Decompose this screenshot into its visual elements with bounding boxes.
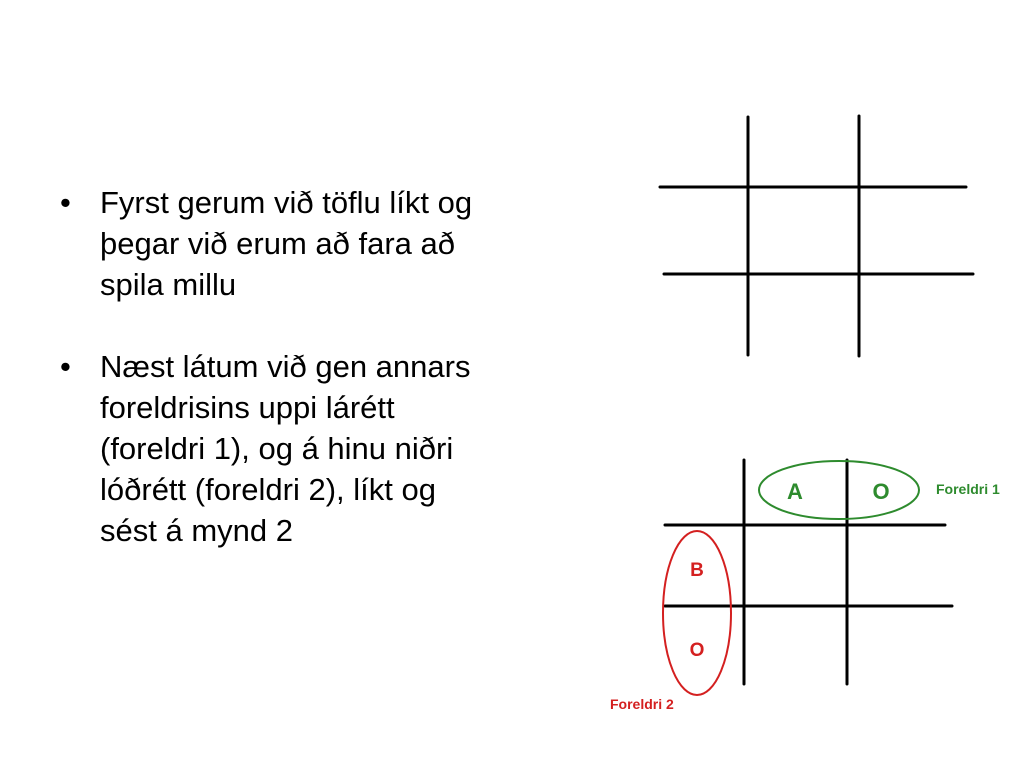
parent2-label: Foreldri 2: [610, 696, 674, 712]
empty-grid: [660, 116, 973, 356]
parent2-allele-b: B: [690, 560, 704, 581]
bullet-text: Fyrst gerum við töflu líkt og þegar við erum að fara að spila millu: [100, 185, 473, 302]
bullet-text: Næst látum við gen annars foreldrisins uppi lárétt (foreldri 1), og á hinu niðri lóðrétt (foreldri 2), líkt og sést á mynd 2: [100, 349, 471, 548]
parent1-ellipse: [759, 461, 919, 519]
bullet-marker: •: [60, 349, 71, 384]
bullet-marker: •: [60, 185, 71, 220]
parent1-label: Foreldri 1: [936, 481, 1000, 497]
parent2-allele-o: O: [689, 640, 705, 661]
parent2-ellipse: [663, 531, 731, 695]
parent1-allele-o: O: [872, 479, 890, 504]
parent1-allele-a: A: [787, 479, 803, 504]
punnett-grid: [665, 460, 952, 684]
